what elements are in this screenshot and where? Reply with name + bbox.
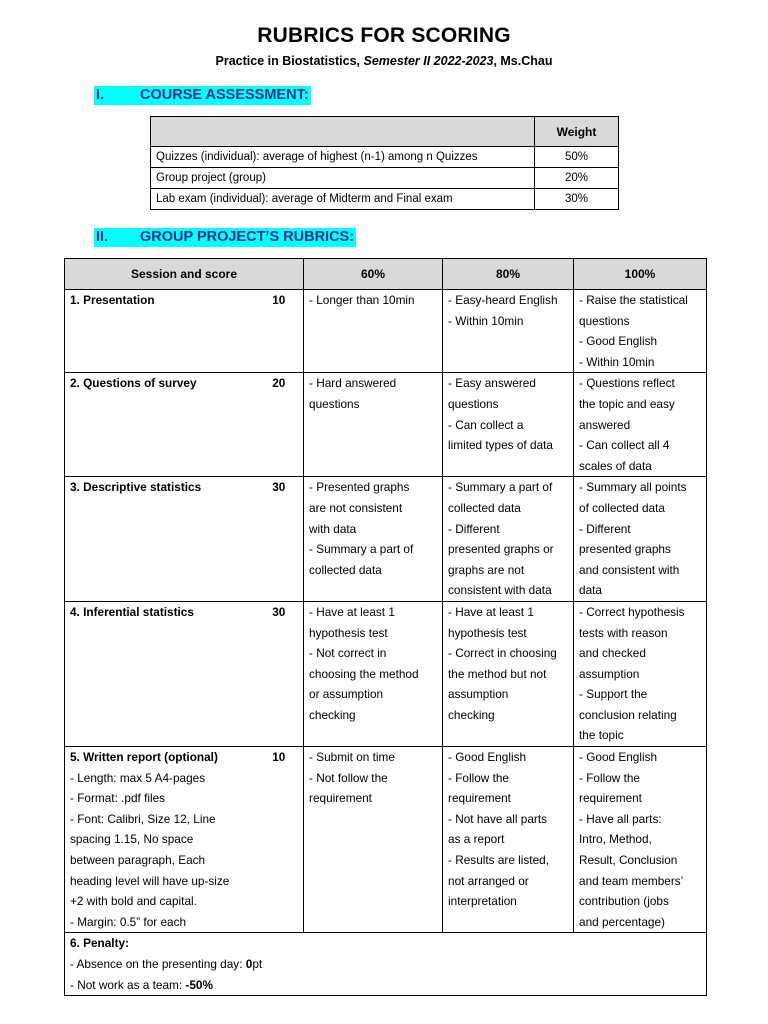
criterion-score: 30 — [255, 601, 304, 746]
level-line: not arranged or — [448, 873, 529, 888]
level-line: - Not correct in — [309, 646, 387, 661]
header-cell-100: 100% — [574, 259, 707, 290]
level-cell-100 — [574, 747, 707, 933]
table-header-row — [65, 259, 707, 290]
level-line: the method but not — [448, 666, 547, 681]
level-line: the topic and easy — [579, 396, 675, 411]
level-line: - Easy-heard English — [448, 293, 558, 307]
penalty-unit: pt — [252, 957, 263, 971]
level-line: checking — [448, 707, 495, 722]
penalty-title: 6. Penalty: — [70, 936, 130, 951]
level-cell-100 — [574, 601, 707, 746]
criterion-note: - Font: Calibri, Size 12, Line — [70, 811, 216, 826]
level-cell-80 — [443, 290, 574, 373]
level-line: - Have at least 1 — [448, 604, 534, 619]
level-cell-60 — [304, 747, 443, 933]
criterion-name: 4. Inferential statistics — [70, 604, 194, 619]
level-line: - Summary all points — [579, 480, 687, 495]
level-line: Result, Conclusion — [579, 853, 678, 868]
criterion-cell — [65, 601, 255, 746]
level-line: scales of data — [579, 458, 652, 473]
penalty-cell — [65, 933, 707, 996]
level-line: and team members’ — [579, 873, 684, 888]
criterion-note: - Margin: 0.5” for each — [70, 914, 187, 929]
level-line: and checked — [579, 646, 646, 661]
criterion-note: - Length: max 5 A4-pages — [70, 770, 206, 785]
criterion-cell — [65, 373, 255, 477]
level-line: - Within 10min — [579, 354, 655, 369]
level-line: - Results are listed, — [448, 853, 549, 868]
level-line: - Within 10min — [448, 313, 524, 328]
section-title: GROUP PROJECT’S RUBRICS: — [140, 229, 355, 245]
level-line: - Submit on time — [309, 750, 395, 765]
level-cell-80 — [443, 601, 574, 746]
criterion-note: +2 with bold and capital. — [70, 894, 197, 909]
table-row — [65, 747, 707, 933]
table-row — [151, 168, 619, 189]
level-cell-100 — [574, 290, 707, 373]
level-line: - Longer than 10min — [309, 293, 415, 307]
penalty-text: - Not work as a team: — [70, 977, 186, 992]
level-line: - Have at least 1 — [309, 604, 395, 619]
level-line: tests with reason — [579, 625, 668, 640]
penalty-line — [70, 954, 701, 975]
level-line: presented graphs or — [448, 542, 554, 557]
table-row — [151, 189, 619, 210]
penalty-value: 0 — [245, 957, 253, 971]
criterion-name: 5. Written report (optional) — [70, 750, 218, 765]
level-line: - Correct hypothesis — [579, 604, 685, 619]
penalty-line — [70, 975, 701, 996]
criterion-name: 1. Presentation — [70, 293, 155, 307]
level-line: requirement — [309, 791, 372, 806]
level-line: answered — [579, 417, 631, 432]
assessment-table — [150, 116, 619, 210]
level-line: collected data — [448, 500, 521, 515]
level-line: - Summary a part of — [309, 542, 414, 557]
criterion-score: 10 — [255, 290, 304, 373]
table-row — [65, 373, 707, 477]
level-line: interpretation — [448, 894, 517, 909]
level-line: contribution (jobs — [579, 894, 669, 909]
level-line: - Presented graphs — [309, 480, 410, 495]
level-cell-60 — [304, 373, 443, 477]
level-line: presented graphs — [579, 542, 671, 557]
level-line: requirement — [579, 791, 642, 806]
assessment-label: Group project (group) — [151, 168, 535, 189]
section-title: COURSE ASSESSMENT: — [140, 87, 309, 103]
table-row — [151, 147, 619, 168]
level-line: - Can collect all 4 — [579, 438, 670, 453]
criterion-cell — [65, 477, 255, 602]
subtitle-course: Practice in Biostatistics, — [215, 54, 364, 68]
table-header-row — [151, 117, 619, 147]
assessment-label: Lab exam (individual): average of Midterm and Final exam — [151, 189, 535, 210]
level-line: data — [579, 583, 602, 598]
assessment-label: Quizzes (individual): average of highest (n-1) among n Quizzes — [151, 147, 535, 168]
level-line: with data — [309, 521, 357, 536]
level-line: choosing the method — [309, 666, 419, 681]
level-line: of collected data — [579, 500, 665, 515]
table-row — [65, 290, 707, 373]
level-line: questions — [579, 313, 630, 328]
assessment-weight: 20% — [535, 168, 619, 189]
level-line: limited types of data — [448, 438, 553, 453]
criterion-name: 3. Descriptive statistics — [70, 480, 202, 495]
header-cell-80: 80% — [443, 259, 574, 290]
level-line: checking — [309, 707, 356, 722]
level-line: - Hard answered — [309, 376, 397, 391]
penalty-value: -50% — [185, 977, 213, 992]
level-cell-80 — [443, 747, 574, 933]
criterion-score: 10 — [255, 747, 304, 933]
page-subtitle — [0, 54, 768, 68]
penalty-text: - Absence on the presenting day: — [70, 957, 246, 971]
level-line: - Not follow the — [309, 770, 388, 785]
level-line: questions — [309, 396, 360, 411]
criterion-note: heading level will have up-size — [70, 873, 230, 888]
rubric-body — [65, 290, 707, 933]
level-cell-80 — [443, 477, 574, 602]
level-cell-80 — [443, 373, 574, 477]
level-line: - Summary a part of — [448, 480, 553, 495]
level-line: - Questions reflect — [579, 376, 675, 391]
section-heading-rubrics — [94, 228, 356, 247]
rubric-table — [64, 258, 707, 996]
level-cell-60 — [304, 601, 443, 746]
criterion-cell — [65, 290, 255, 373]
level-line: - Not have all parts — [448, 811, 548, 826]
header-cell-weight: Weight — [535, 117, 619, 147]
criterion-note: - Format: .pdf files — [70, 791, 166, 806]
section-number: I. — [96, 87, 105, 103]
level-cell-60 — [304, 477, 443, 602]
section-heading-assessment — [94, 86, 311, 105]
level-line: the topic — [579, 728, 624, 743]
level-line: - Can collect a — [448, 417, 524, 432]
level-line: - Support the — [579, 687, 648, 702]
criterion-note: spacing 1.15, No space — [70, 832, 194, 847]
level-line: - Correct in choosing — [448, 646, 557, 661]
assessment-weight: 50% — [535, 147, 619, 168]
level-line: requirement — [448, 791, 511, 806]
level-line: as a report — [448, 832, 505, 847]
level-line: - Different — [579, 521, 631, 536]
criterion-cell — [65, 747, 255, 933]
penalty-row — [65, 933, 707, 996]
level-line: and percentage) — [579, 914, 665, 929]
level-line: hypothesis test — [309, 625, 388, 640]
level-line: conclusion relating — [579, 707, 677, 722]
header-cell-blank — [151, 117, 535, 147]
criterion-name: 2. Questions of survey — [70, 376, 197, 391]
criterion-score: 20 — [255, 373, 304, 477]
level-line: are not consistent — [309, 500, 403, 515]
level-line: consistent with data — [448, 583, 552, 598]
table-row — [65, 601, 707, 746]
level-line: - Have all parts: — [579, 811, 662, 826]
level-line: or assumption — [309, 687, 384, 702]
header-cell-session: Session and score — [65, 259, 304, 290]
level-line: - Good English — [579, 750, 658, 765]
level-line: - Follow the — [579, 770, 640, 785]
level-line: - Different — [448, 521, 500, 536]
subtitle-semester: Semester II 2022-2023 — [363, 54, 494, 68]
table-row — [65, 477, 707, 602]
level-line: - Good English — [579, 334, 658, 349]
criterion-score: 30 — [255, 477, 304, 602]
level-line: and consistent with — [579, 562, 680, 577]
level-cell-100 — [574, 477, 707, 602]
level-line: - Follow the — [448, 770, 509, 785]
level-line: - Easy answered — [448, 376, 536, 391]
level-line: - Good English — [448, 750, 527, 765]
subtitle-instructor: , Ms.Chau — [493, 54, 553, 68]
level-line: assumption — [579, 666, 640, 681]
criterion-note: between paragraph, Each — [70, 853, 206, 868]
level-line: questions — [448, 396, 499, 411]
level-line: Intro, Method, — [579, 832, 652, 847]
level-line: collected data — [309, 562, 382, 577]
header-cell-60: 60% — [304, 259, 443, 290]
level-line: assumption — [448, 687, 509, 702]
level-cell-100 — [574, 373, 707, 477]
level-line: graphs are not — [448, 562, 525, 577]
page-title: RUBRICS FOR SCORING — [257, 24, 511, 47]
level-line: - Raise the statistical — [579, 293, 688, 307]
level-line: hypothesis test — [448, 625, 527, 640]
section-number: II. — [96, 229, 109, 245]
level-cell-60 — [304, 290, 443, 373]
assessment-weight: 30% — [535, 189, 619, 210]
